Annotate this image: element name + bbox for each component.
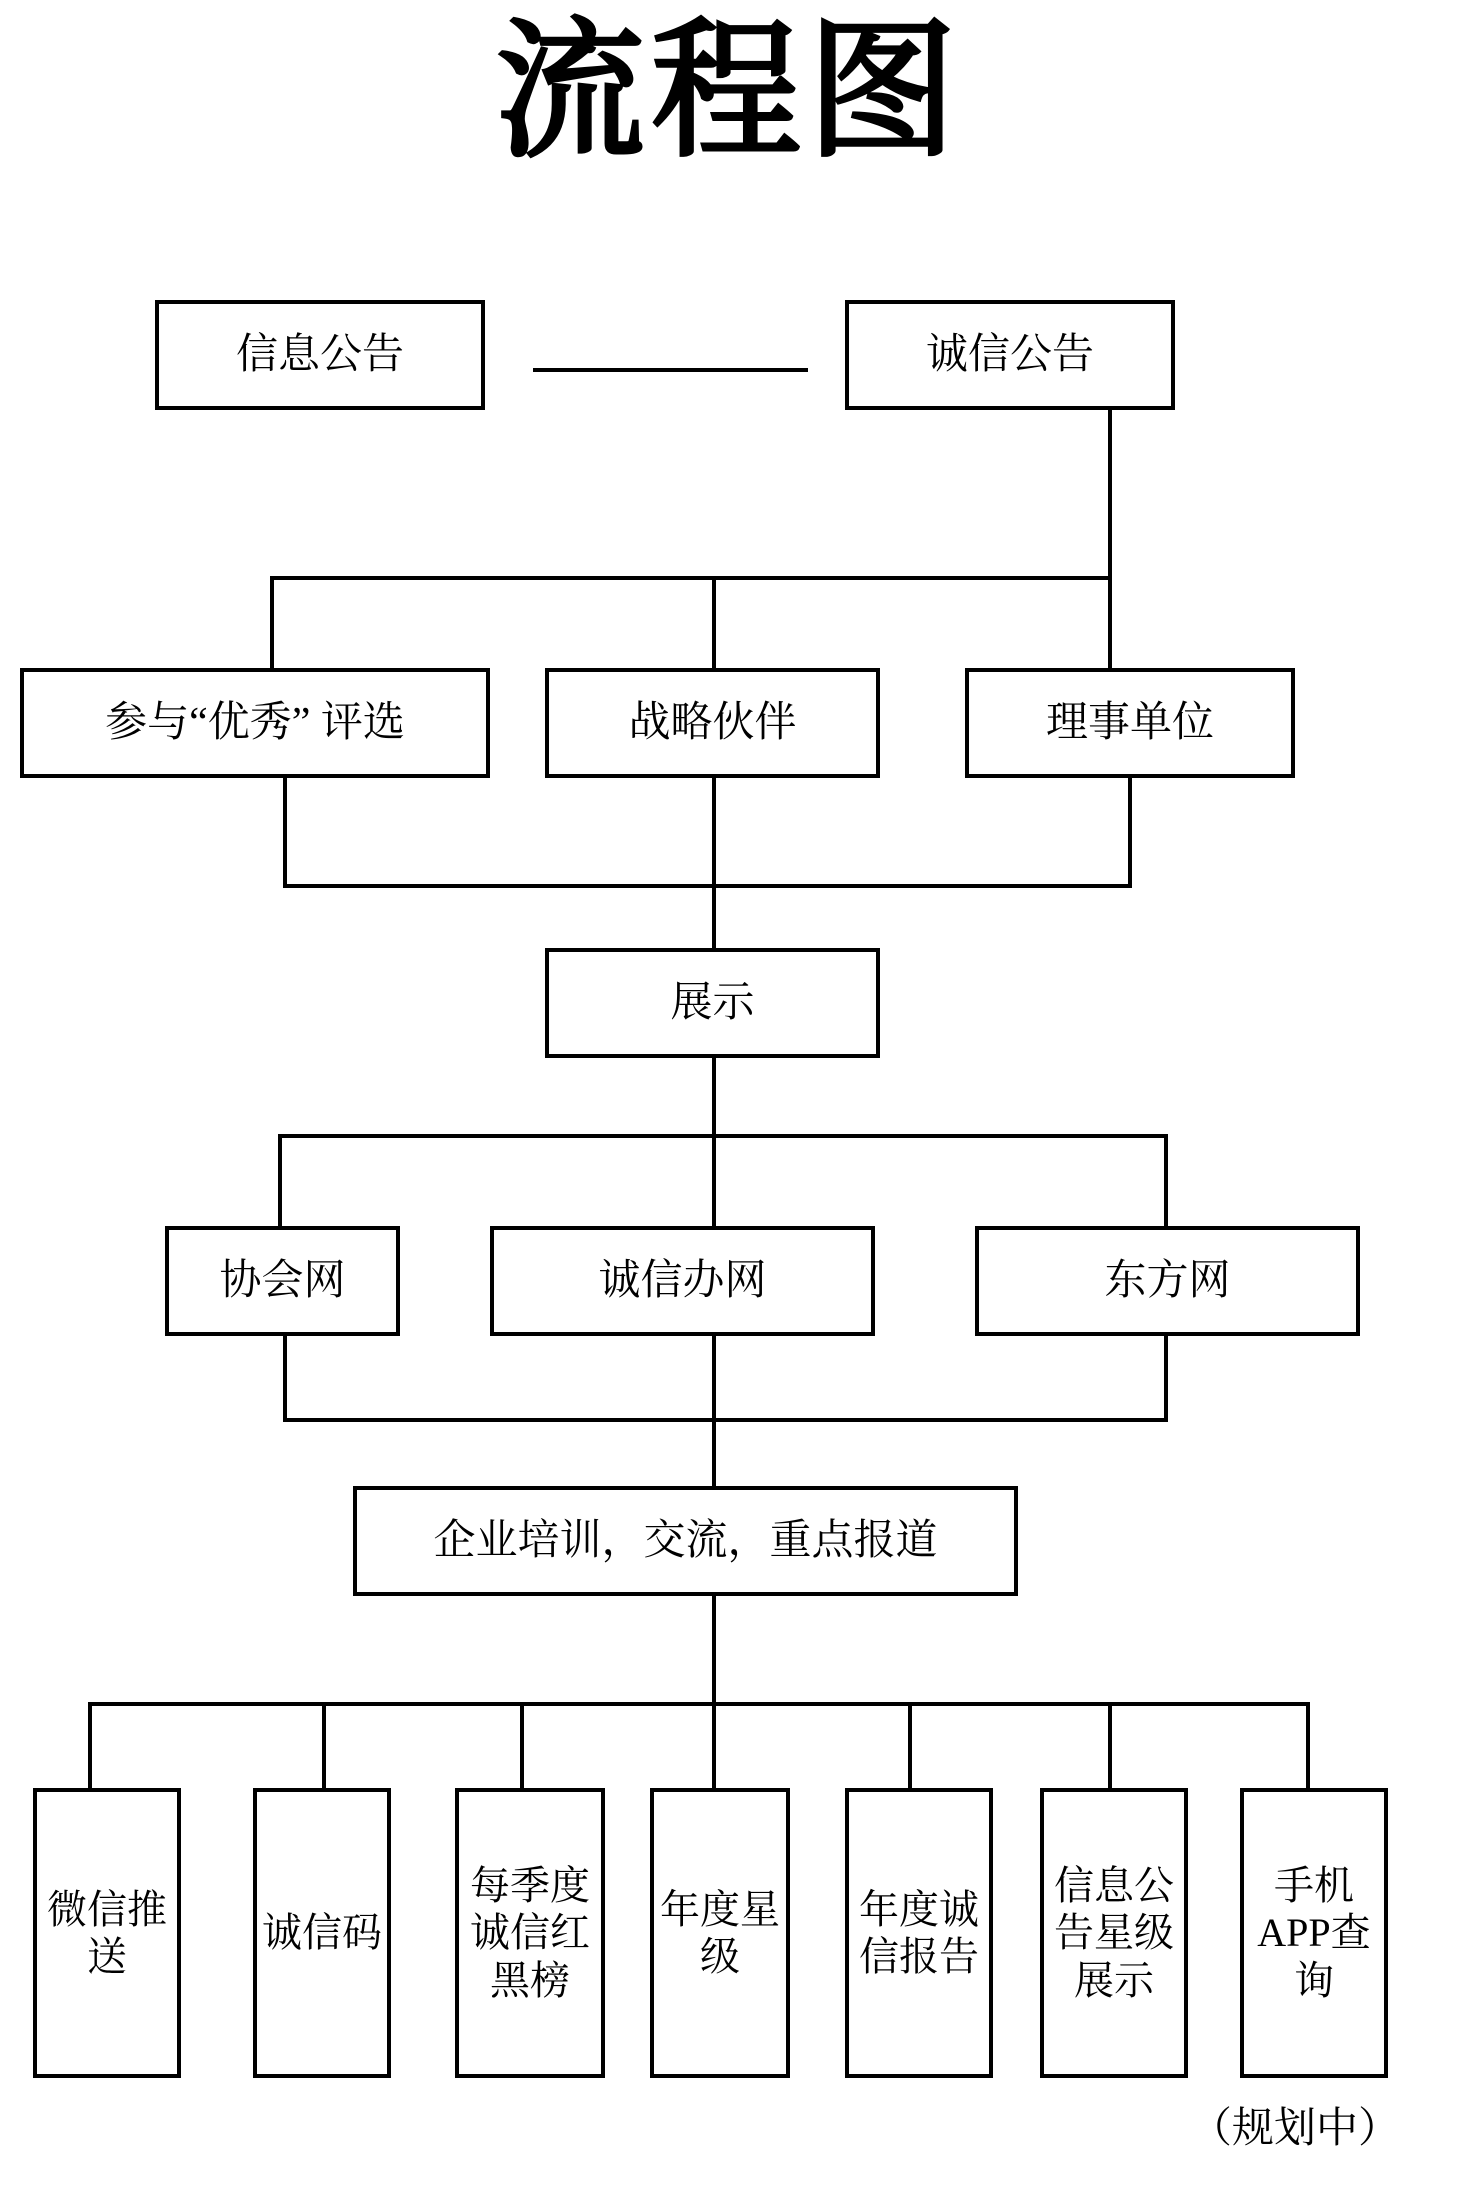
- drop-to-council: [1108, 576, 1112, 672]
- riser-excellent: [283, 778, 287, 888]
- node-mobile-app-query[interactable]: 手机APP查询: [1240, 1788, 1388, 2078]
- page-title: 流程图: [494, 5, 963, 179]
- node-quarterly-list[interactable]: 每季度诚信红黑榜: [455, 1788, 605, 2078]
- node-display[interactable]: 展示: [545, 948, 880, 1058]
- drop-to-display: [712, 884, 716, 950]
- drop-leaf-5: [908, 1702, 912, 1790]
- bus-level3-level4: [278, 1134, 1168, 1138]
- bus-level1-level2: [270, 576, 1112, 580]
- riser-council: [1128, 778, 1132, 888]
- node-council-unit[interactable]: 理事单位: [965, 668, 1295, 778]
- node-assoc-site[interactable]: 协会网: [165, 1226, 400, 1336]
- node-excellent-selection[interactable]: 参与“优秀” 评选: [20, 668, 490, 778]
- node-credit-notice[interactable]: 诚信公告: [845, 300, 1175, 410]
- node-wechat-push[interactable]: 微信推送: [33, 1788, 181, 2078]
- drop-to-eastday: [1164, 1134, 1168, 1230]
- drop-leaf-1: [88, 1702, 92, 1790]
- node-training[interactable]: 企业培训，交流，重点报道: [353, 1486, 1018, 1596]
- riser-partner: [712, 778, 716, 888]
- planning-footnote: （规划中）: [1190, 2106, 1401, 2152]
- drop-to-assoc: [278, 1134, 282, 1230]
- riser-display: [712, 1058, 716, 1138]
- node-credit-code[interactable]: 诚信码: [253, 1788, 391, 2078]
- node-eastday-site[interactable]: 东方网: [975, 1226, 1360, 1336]
- drop-leaf-2: [322, 1702, 326, 1790]
- drop-to-partner: [712, 576, 716, 672]
- bus-leaves: [88, 1702, 1310, 1706]
- drop-to-training: [712, 1336, 716, 1486]
- drop-leaf-7: [1306, 1702, 1310, 1790]
- riser-training: [712, 1596, 716, 1706]
- node-credit-office-site[interactable]: 诚信办网: [490, 1226, 875, 1336]
- riser-assoc: [283, 1336, 287, 1422]
- drop-leaf-6: [1108, 1702, 1112, 1790]
- node-info-star-display[interactable]: 信息公告星级展示: [1040, 1788, 1188, 2078]
- bus-level2-level3: [283, 884, 1132, 888]
- drop-to-credit-office: [712, 1134, 716, 1230]
- node-info-notice[interactable]: 信息公告: [155, 300, 485, 410]
- node-annual-report[interactable]: 年度诚信报告: [845, 1788, 993, 2078]
- node-annual-star[interactable]: 年度星级: [650, 1788, 790, 2078]
- edge-credit-down: [1108, 410, 1112, 580]
- drop-leaf-4: [712, 1702, 716, 1790]
- node-strategic-partner[interactable]: 战略伙伴: [545, 668, 880, 778]
- drop-to-excellent: [270, 576, 274, 672]
- edge-info-to-credit: [533, 368, 808, 372]
- drop-leaf-3: [520, 1702, 524, 1790]
- bus-level4-level5: [283, 1418, 1168, 1422]
- riser-eastday: [1164, 1336, 1168, 1422]
